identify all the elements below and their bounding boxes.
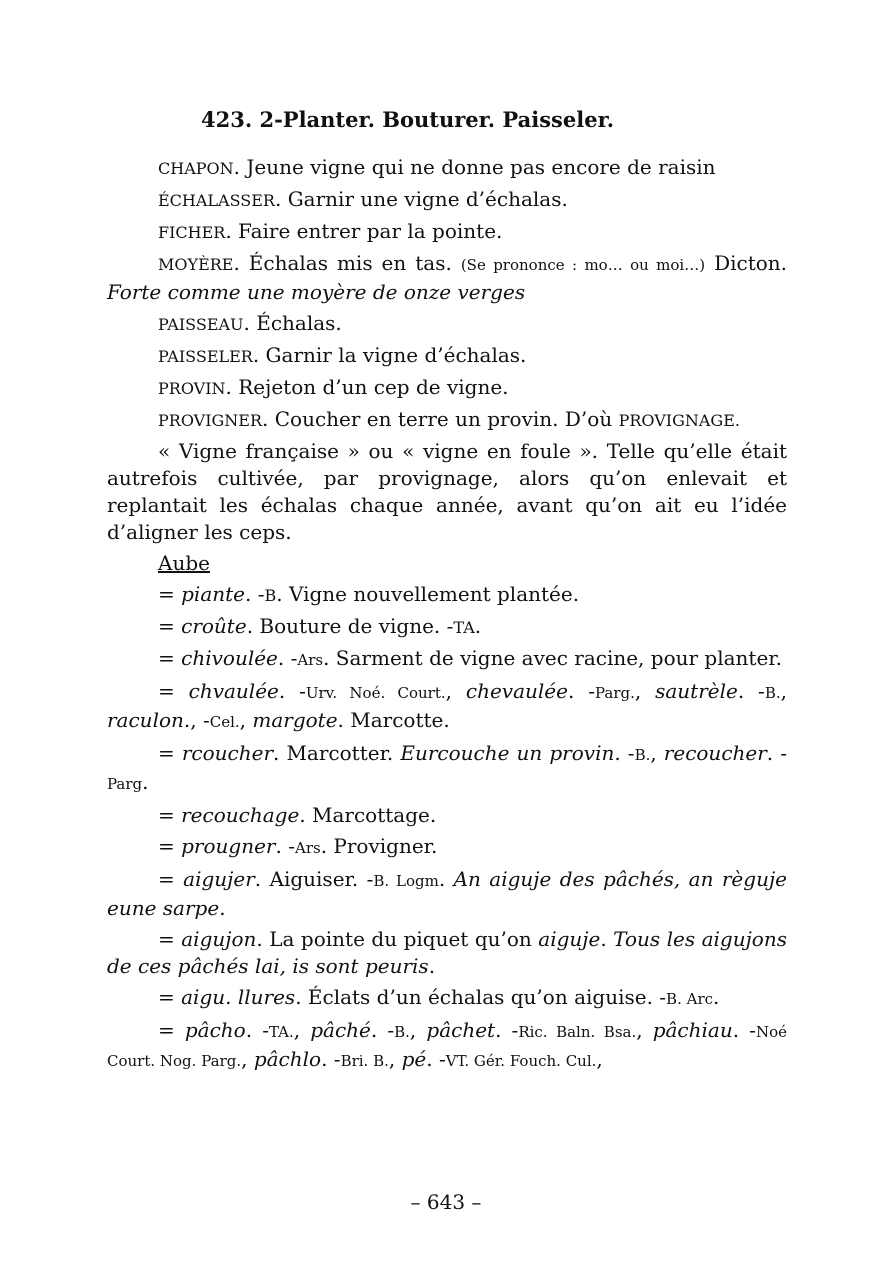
entry-croute: = croûte. Bouture de vigne. -TA.: [158, 614, 482, 638]
entry-ficher: FICHER. Faire entrer par la pointe.: [158, 219, 503, 243]
entry-moyere: MOYÈRE. Échalas mis en tas. (Se prononce : mo… ou moi…) Dicton. Forte comme une moyère de onze verges: [107, 251, 788, 304]
entry-recouchage: = recouchage. Marcottage.: [158, 803, 437, 827]
entry-echalasser: ÉCHALASSER. Garnir une vigne d’échalas.: [158, 187, 568, 211]
region-heading: Aube: [158, 551, 210, 575]
page-body: [107, 100, 787, 1079]
entry-provin: PROVIN. Rejeton d’un cep de vigne.: [158, 375, 509, 399]
page-number: – 643 –: [410, 1190, 482, 1214]
entry-chapon: CHAPON. Jeune vigne qui ne donne pas encore de raisin: [158, 155, 716, 179]
entry-prougner: = prougner. -Ars. Provigner.: [158, 834, 438, 858]
entry-aigujon: = aigujon. La pointe du piquet qu’on aiguje. Tous les aigujons de ces pâchés lai, is sont peuris.: [107, 927, 787, 978]
section-title: 423. 2-Planter. Bouturer. Paisseler.: [201, 107, 615, 132]
entry-chivoulee: = chivoulée. -Ars. Sarment de vigne avec racine, pour planter.: [158, 646, 783, 670]
entry-aigujer: = aigujer. Aiguiser. -B. Logm. An aiguje des pâchés, an règuje eune sarpe.: [107, 867, 787, 920]
entry-provigner: PROVIGNER. Coucher en terre un provin. D’où PROVIGNAGE.: [158, 407, 740, 431]
entry-aigu-llures: = aigu. llures. Éclats d’un échalas qu’on aiguise. -B. Arc.: [158, 985, 720, 1009]
entry-paisseler: PAISSELER. Garnir la vigne d’échalas.: [158, 343, 527, 367]
entry-rcoucher: = rcoucher. Marcotter. Eurcouche un provin. -B., recoucher. -Parg.: [107, 741, 787, 794]
entry-chvaulee: = chvaulée. -Urv. Noé. Court., chevaulée. -Parg., sautrèle. -B., raculon., -Cel., margote. Marcotte.: [107, 679, 787, 732]
paragraph-vigne-francaise: « Vigne française » ou « vigne en foule ». Telle qu’elle était autrefois cultivée, par provignage, alors qu’on enlevait et replantait les échalas chaque année, avant qu’on ait eu l’idée d’aligner les ceps.: [107, 439, 787, 544]
entry-piante: = piante. -B. Vigne nouvellement plantée.: [158, 582, 580, 606]
entry-pacho: = pâcho. -TA., pâché. -B., pâchet. -Ric. Baln. Bsa., pâchiau. -Noé Court. Nog. Parg., pâchlo. -Bri. B., pé. -VT. Gér. Fouch. Cul.,: [107, 1018, 787, 1071]
entry-paisseau: PAISSEAU. Échalas.: [158, 311, 342, 335]
